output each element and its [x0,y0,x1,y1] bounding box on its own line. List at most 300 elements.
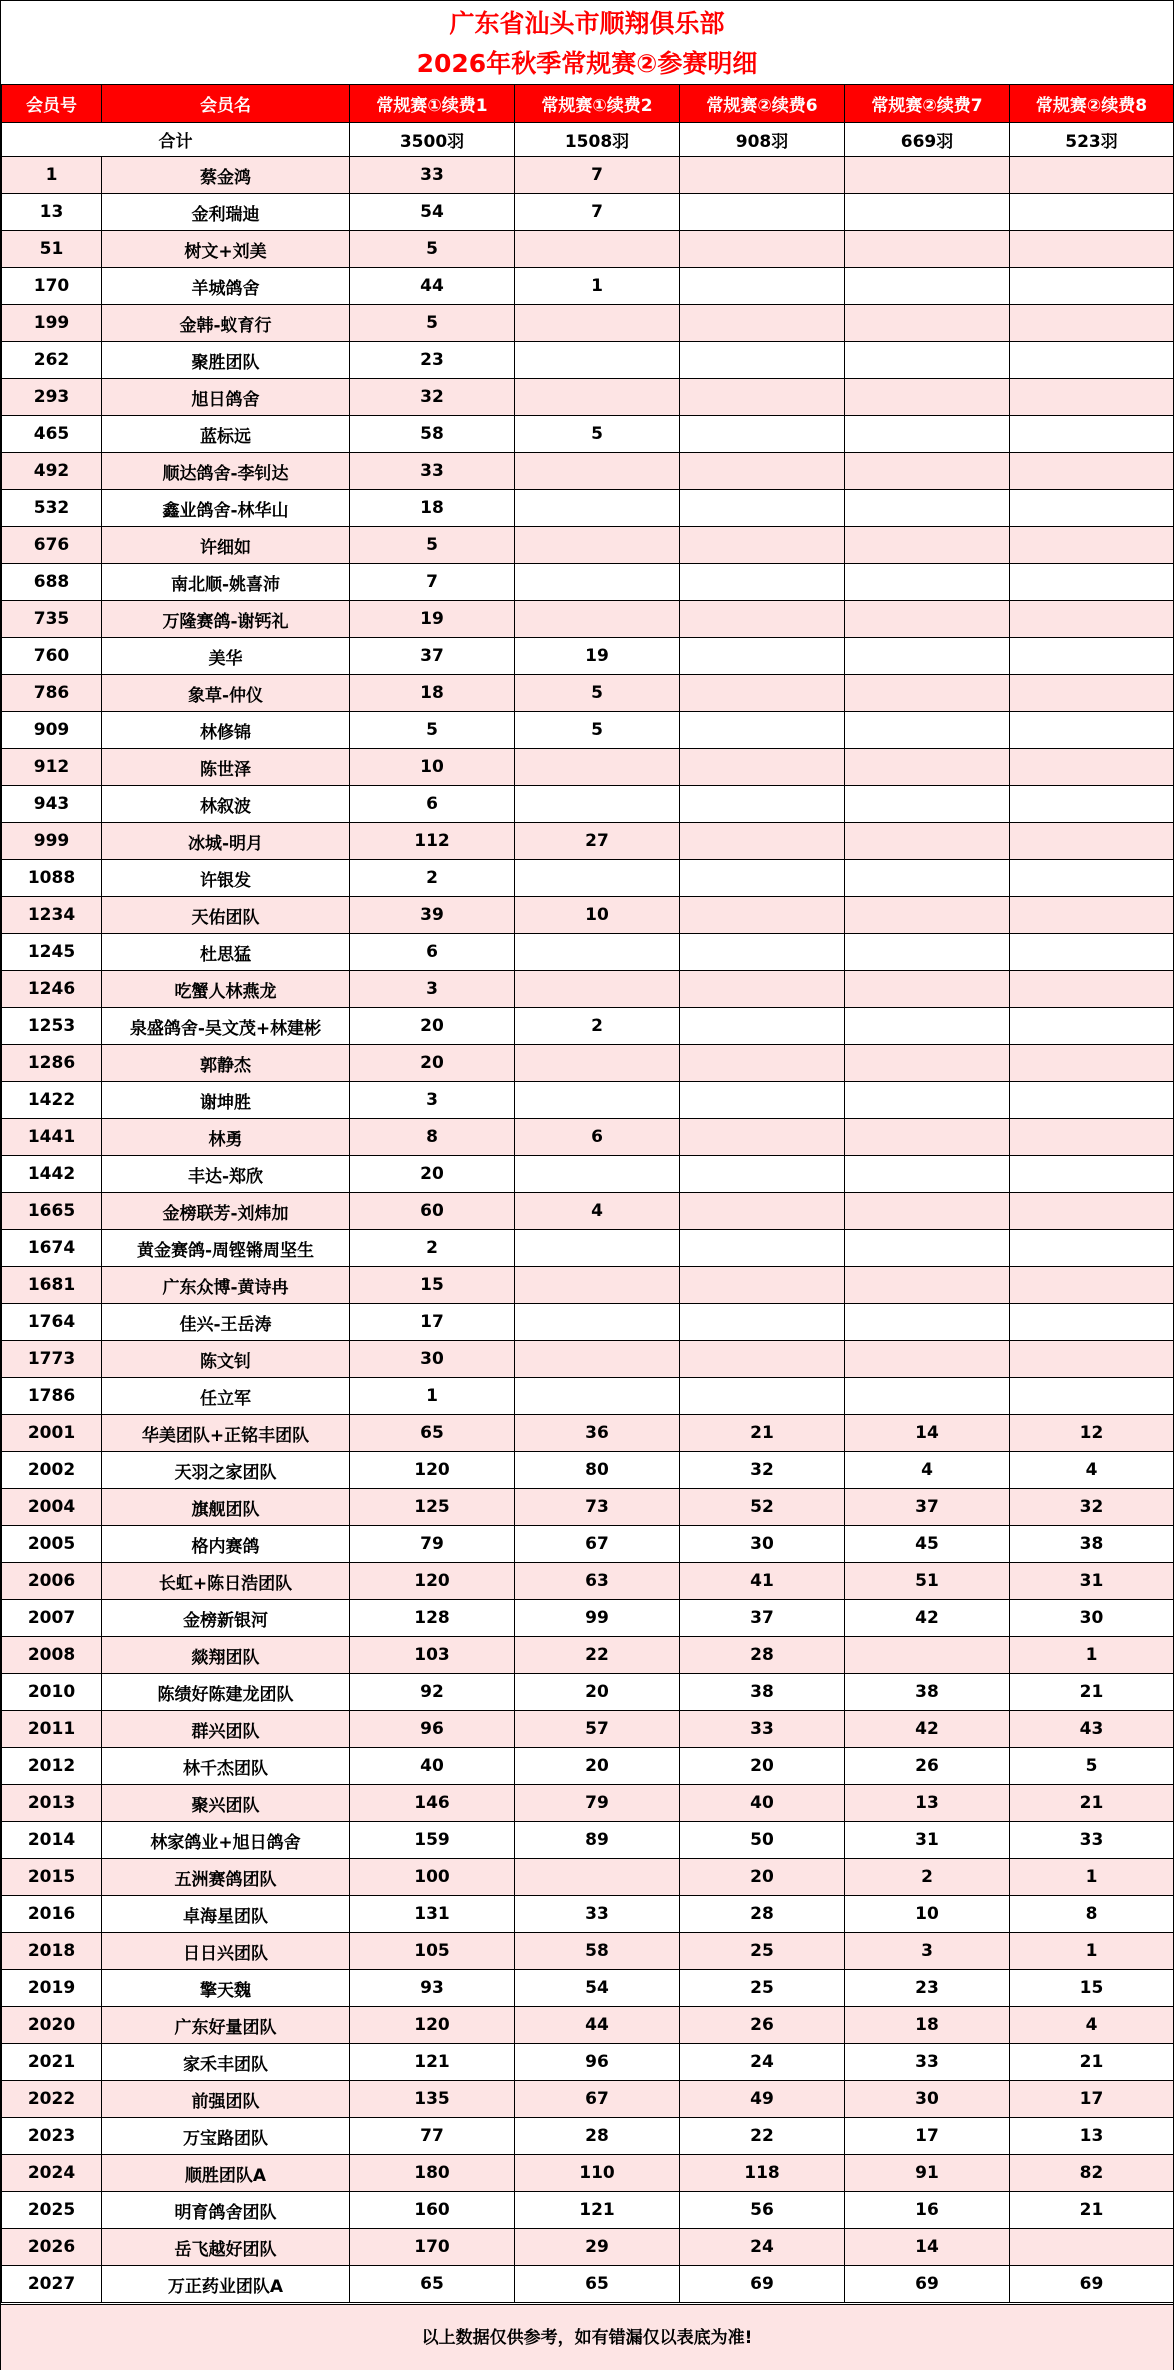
cell-fee-1: 5 [350,305,515,342]
cell-member-name: 金韩-蚁育行 [102,305,350,342]
cell-fee-7 [845,823,1010,860]
cell-fee-7: 31 [845,1822,1010,1859]
cell-fee-8: 31 [1010,1563,1174,1600]
cell-fee-6 [680,786,845,823]
cell-member-id: 51 [2,231,102,268]
cell-member-id: 1253 [2,1008,102,1045]
cell-fee-2 [515,453,680,490]
cell-fee-1: 6 [350,786,515,823]
cell-fee-6 [680,749,845,786]
cell-member-id: 786 [2,675,102,712]
cell-fee-2 [515,231,680,268]
table-row [2,1119,1174,1156]
cell-fee-7 [845,342,1010,379]
table-row [2,231,1174,268]
cell-fee-7 [845,1637,1010,1674]
table-row [2,1859,1174,1896]
cell-member-id: 1665 [2,1193,102,1230]
cell-fee-2 [515,1859,680,1896]
cell-fee-6 [680,1341,845,1378]
cell-fee-2: 54 [515,1970,680,2007]
cell-member-name: 天佑团队 [102,897,350,934]
cell-member-id: 1422 [2,1082,102,1119]
cell-fee-6 [680,712,845,749]
cell-fee-7 [845,1119,1010,1156]
cell-fee-6 [680,453,845,490]
cell-fee-6: 20 [680,1748,845,1785]
cell-fee-6 [680,1119,845,1156]
cell-fee-2 [515,1045,680,1082]
cell-fee-1: 103 [350,1637,515,1674]
cell-fee-2 [515,786,680,823]
cell-member-name: 冰城-明月 [102,823,350,860]
cell-fee-6 [680,1267,845,1304]
cell-member-name: 华美团队+正铭丰团队 [102,1415,350,1452]
cell-member-name: 许银发 [102,860,350,897]
cell-fee-8: 82 [1010,2155,1174,2192]
cell-fee-7 [845,1045,1010,1082]
table-row [2,1341,1174,1378]
cell-member-name: 林千杰团队 [102,1748,350,1785]
cell-member-name: 林修锦 [102,712,350,749]
table-row [2,1045,1174,1082]
cell-fee-8: 5 [1010,1748,1174,1785]
cell-fee-6 [680,1156,845,1193]
event-title: 2026年秋季常规赛②参赛明细 [416,49,758,78]
cell-member-id: 1773 [2,1341,102,1378]
cell-fee-8 [1010,934,1174,971]
cell-member-id: 1246 [2,971,102,1008]
header-member-name: 会员名 [102,85,350,123]
cell-fee-8 [1010,564,1174,601]
cell-fee-7: 17 [845,2118,1010,2155]
cell-fee-8 [1010,490,1174,527]
cell-fee-8: 43 [1010,1711,1174,1748]
table-row [2,194,1174,231]
cell-fee-7: 69 [845,2266,1010,2303]
cell-fee-1: 33 [350,453,515,490]
cell-member-name: 谢坤胜 [102,1082,350,1119]
cell-member-name: 林勇 [102,1119,350,1156]
cell-fee-2: 27 [515,823,680,860]
cell-fee-7 [845,860,1010,897]
cell-fee-6 [680,231,845,268]
cell-fee-8 [1010,675,1174,712]
total-row [2,123,1174,157]
cell-fee-1: 5 [350,712,515,749]
cell-fee-1: 18 [350,675,515,712]
cell-fee-7: 14 [845,1415,1010,1452]
cell-fee-2 [515,971,680,1008]
cell-fee-2: 121 [515,2192,680,2229]
cell-fee-1: 100 [350,1859,515,1896]
cell-fee-8: 4 [1010,2007,1174,2044]
cell-member-name: 五洲赛鸽团队 [102,1859,350,1896]
cell-fee-6 [680,1304,845,1341]
cell-member-name: 万宝路团队 [102,2118,350,2155]
cell-member-id: 2005 [2,1526,102,1563]
cell-fee-1: 120 [350,1452,515,1489]
cell-fee-8 [1010,638,1174,675]
cell-fee-8: 21 [1010,1785,1174,1822]
table-row [2,786,1174,823]
cell-member-id: 2027 [2,2266,102,2303]
cell-member-name: 家禾丰团队 [102,2044,350,2081]
cell-member-name: 陈世泽 [102,749,350,786]
cell-fee-8 [1010,860,1174,897]
cell-fee-8 [1010,1193,1174,1230]
cell-member-id: 2024 [2,2155,102,2192]
cell-fee-2: 99 [515,1600,680,1637]
cell-fee-2: 19 [515,638,680,675]
cell-member-name: 万正药业团队A [102,2266,350,2303]
cell-fee-1: 32 [350,379,515,416]
cell-fee-1: 159 [350,1822,515,1859]
table-row [2,2007,1174,2044]
cell-member-name: 羊城鸽舍 [102,268,350,305]
cell-fee-7 [845,1341,1010,1378]
cell-fee-6 [680,601,845,638]
cell-member-name: 丰达-郑欣 [102,1156,350,1193]
cell-member-id: 1286 [2,1045,102,1082]
cell-fee-1: 96 [350,1711,515,1748]
cell-fee-8 [1010,712,1174,749]
cell-fee-6: 49 [680,2081,845,2118]
cell-member-name: 燚翔团队 [102,1637,350,1674]
cell-fee-2 [515,379,680,416]
cell-fee-2 [515,1304,680,1341]
cell-fee-8 [1010,1304,1174,1341]
table-row [2,564,1174,601]
cell-fee-8 [1010,1119,1174,1156]
cell-fee-8: 1 [1010,1933,1174,1970]
cell-fee-7 [845,675,1010,712]
cell-fee-8 [1010,527,1174,564]
cell-fee-7: 3 [845,1933,1010,1970]
cell-fee-8 [1010,1082,1174,1119]
cell-member-name: 陈绩好陈建龙团队 [102,1674,350,1711]
cell-fee-6: 40 [680,1785,845,1822]
cell-fee-8: 21 [1010,1674,1174,1711]
cell-fee-7: 42 [845,1600,1010,1637]
table-row [2,2155,1174,2192]
cell-fee-7 [845,1082,1010,1119]
cell-fee-1: 10 [350,749,515,786]
cell-member-id: 1441 [2,1119,102,1156]
cell-fee-7: 42 [845,1711,1010,1748]
total-fee-7: 669羽 [845,123,1010,157]
cell-member-name: 杜思猛 [102,934,350,971]
cell-fee-1: 1 [350,1378,515,1415]
cell-member-id: 199 [2,305,102,342]
cell-fee-1: 54 [350,194,515,231]
cell-fee-8 [1010,1267,1174,1304]
cell-fee-7: 10 [845,1896,1010,1933]
cell-member-name: 旗舰团队 [102,1489,350,1526]
cell-fee-6 [680,194,845,231]
cell-member-id: 2023 [2,2118,102,2155]
cell-member-name: 万隆赛鸽-谢钙礼 [102,601,350,638]
cell-fee-2 [515,564,680,601]
cell-fee-6: 22 [680,2118,845,2155]
table-row [2,1748,1174,1785]
cell-fee-1: 20 [350,1045,515,1082]
cell-member-id: 1088 [2,860,102,897]
cell-member-id: 2021 [2,2044,102,2081]
table-row [2,1637,1174,1674]
cell-fee-7 [845,379,1010,416]
cell-fee-7: 26 [845,1748,1010,1785]
cell-fee-1: 58 [350,416,515,453]
cell-member-id: 2010 [2,1674,102,1711]
cell-member-name: 群兴团队 [102,1711,350,1748]
total-label: 合计 [2,123,350,157]
cell-member-id: 293 [2,379,102,416]
cell-fee-6 [680,934,845,971]
cell-member-id: 2002 [2,1452,102,1489]
cell-fee-1: 2 [350,860,515,897]
cell-fee-7 [845,1230,1010,1267]
cell-fee-2: 5 [515,416,680,453]
cell-fee-1: 93 [350,1970,515,2007]
cell-fee-2: 65 [515,2266,680,2303]
cell-member-id: 1 [2,157,102,194]
cell-member-name: 泉盛鸽舍-吴文茂+林建彬 [102,1008,350,1045]
table-row [2,712,1174,749]
cell-fee-2 [515,1230,680,1267]
cell-fee-1: 30 [350,1341,515,1378]
cell-fee-8 [1010,305,1174,342]
table-row [2,1378,1174,1415]
cell-fee-8 [1010,601,1174,638]
cell-fee-2: 22 [515,1637,680,1674]
cell-fee-2 [515,749,680,786]
cell-fee-6: 32 [680,1452,845,1489]
table-row [2,823,1174,860]
cell-fee-1: 60 [350,1193,515,1230]
cell-fee-7 [845,1267,1010,1304]
cell-fee-6 [680,1230,845,1267]
cell-member-name: 任立军 [102,1378,350,1415]
cell-fee-7 [845,638,1010,675]
table-row [2,1230,1174,1267]
cell-member-name: 前强团队 [102,2081,350,2118]
cell-fee-1: 65 [350,2266,515,2303]
table-row [2,1526,1174,1563]
cell-fee-2: 73 [515,1489,680,1526]
total-fee-6: 908羽 [680,123,845,157]
cell-member-id: 2001 [2,1415,102,1452]
cell-fee-8 [1010,971,1174,1008]
table-row [2,2081,1174,2118]
cell-fee-6: 37 [680,1600,845,1637]
cell-fee-7 [845,934,1010,971]
cell-fee-1: 44 [350,268,515,305]
table-row [2,638,1174,675]
cell-member-id: 262 [2,342,102,379]
cell-fee-1: 77 [350,2118,515,2155]
cell-member-id: 1674 [2,1230,102,1267]
cell-member-name: 旭日鸽舍 [102,379,350,416]
cell-fee-1: 18 [350,490,515,527]
cell-member-name: 天羽之家团队 [102,1452,350,1489]
table-row [2,1970,1174,2007]
cell-member-id: 2025 [2,2192,102,2229]
cell-member-id: 170 [2,268,102,305]
cell-member-id: 1245 [2,934,102,971]
table-row [2,1674,1174,1711]
cell-member-id: 532 [2,490,102,527]
cell-fee-7: 33 [845,2044,1010,2081]
cell-member-name: 许细如 [102,527,350,564]
cell-fee-6 [680,1378,845,1415]
cell-member-id: 735 [2,601,102,638]
cell-fee-1: 8 [350,1119,515,1156]
table-row [2,675,1174,712]
cell-fee-6 [680,638,845,675]
table-row [2,416,1174,453]
cell-fee-7: 23 [845,1970,1010,2007]
cell-fee-2: 2 [515,1008,680,1045]
cell-fee-7: 13 [845,1785,1010,1822]
cell-fee-2: 63 [515,1563,680,1600]
cell-fee-6: 20 [680,1859,845,1896]
cell-member-id: 2020 [2,2007,102,2044]
cell-fee-8 [1010,268,1174,305]
cell-fee-6 [680,268,845,305]
table-row [2,1933,1174,1970]
cell-fee-6: 52 [680,1489,845,1526]
cell-fee-1: 19 [350,601,515,638]
total-fee-8: 523羽 [1010,123,1174,157]
cell-fee-1: 20 [350,1156,515,1193]
table-row [2,2044,1174,2081]
cell-member-id: 2015 [2,1859,102,1896]
cell-fee-2: 79 [515,1785,680,1822]
cell-fee-7: 2 [845,1859,1010,1896]
cell-fee-7 [845,453,1010,490]
cell-fee-2: 28 [515,2118,680,2155]
table-row [2,1415,1174,1452]
cell-fee-1: 125 [350,1489,515,1526]
cell-fee-8 [1010,1156,1174,1193]
cell-fee-7 [845,564,1010,601]
cell-member-id: 2016 [2,1896,102,1933]
cell-fee-6 [680,564,845,601]
cell-fee-1: 2 [350,1230,515,1267]
cell-member-id: 909 [2,712,102,749]
cell-member-name: 象草-仲仪 [102,675,350,712]
cell-fee-2 [515,601,680,638]
cell-fee-7 [845,1008,1010,1045]
cell-member-name: 蓝标远 [102,416,350,453]
cell-member-name: 长虹+陈日浩团队 [102,1563,350,1600]
cell-fee-2 [515,1156,680,1193]
header-fee-1: 常规赛①续费1 [350,85,515,123]
cell-fee-8 [1010,231,1174,268]
cell-fee-2: 67 [515,1526,680,1563]
cell-member-id: 1234 [2,897,102,934]
cell-member-name: 美华 [102,638,350,675]
cell-fee-6: 33 [680,1711,845,1748]
cell-fee-2 [515,305,680,342]
cell-fee-2: 58 [515,1933,680,1970]
cell-fee-6: 50 [680,1822,845,1859]
cell-fee-7 [845,231,1010,268]
cell-fee-2 [515,1082,680,1119]
cell-fee-1: 37 [350,638,515,675]
table-row [2,1711,1174,1748]
cell-member-name: 广东众博-黄诗冉 [102,1267,350,1304]
cell-fee-2: 6 [515,1119,680,1156]
cell-fee-2: 4 [515,1193,680,1230]
cell-fee-2: 57 [515,1711,680,1748]
header-fee-6: 常规赛②续费6 [680,85,845,123]
cell-fee-6 [680,860,845,897]
cell-fee-1: 6 [350,934,515,971]
cell-fee-2: 20 [515,1748,680,1785]
cell-fee-2: 33 [515,1896,680,1933]
cell-member-id: 2007 [2,1600,102,1637]
cell-fee-6: 28 [680,1896,845,1933]
table-row [2,527,1174,564]
cell-fee-7: 37 [845,1489,1010,1526]
cell-fee-7: 51 [845,1563,1010,1600]
cell-fee-2: 1 [515,268,680,305]
cell-fee-2: 89 [515,1822,680,1859]
cell-fee-7 [845,490,1010,527]
table-row [2,1452,1174,1489]
cell-member-name: 明育鸽舍团队 [102,2192,350,2229]
cell-member-id: 676 [2,527,102,564]
table-row [2,749,1174,786]
cell-member-id: 943 [2,786,102,823]
header-fee-8: 常规赛②续费8 [1010,85,1174,123]
cell-fee-2: 36 [515,1415,680,1452]
cell-fee-6 [680,971,845,1008]
cell-fee-8 [1010,897,1174,934]
table-row [2,453,1174,490]
cell-fee-7 [845,712,1010,749]
cell-fee-1: 120 [350,2007,515,2044]
cell-fee-1: 3 [350,971,515,1008]
cell-member-name: 聚兴团队 [102,1785,350,1822]
cell-fee-8: 32 [1010,1489,1174,1526]
cell-fee-6: 24 [680,2229,845,2266]
cell-fee-7 [845,416,1010,453]
cell-fee-2 [515,934,680,971]
cell-fee-1: 131 [350,1896,515,1933]
cell-member-id: 2012 [2,1748,102,1785]
cell-member-id: 912 [2,749,102,786]
cell-member-name: 林家鸽业+旭日鸽舍 [102,1822,350,1859]
cell-fee-8: 12 [1010,1415,1174,1452]
cell-fee-1: 105 [350,1933,515,1970]
cell-member-name: 聚胜团队 [102,342,350,379]
cell-fee-2: 96 [515,2044,680,2081]
cell-fee-1: 33 [350,157,515,194]
cell-fee-6 [680,416,845,453]
cell-fee-2 [515,342,680,379]
header-fee-7: 常规赛②续费7 [845,85,1010,123]
cell-member-name: 岳飞越好团队 [102,2229,350,2266]
cell-fee-1: 23 [350,342,515,379]
cell-fee-1: 5 [350,231,515,268]
cell-member-id: 999 [2,823,102,860]
cell-fee-1: 92 [350,1674,515,1711]
cell-member-id: 2004 [2,1489,102,1526]
cell-fee-8 [1010,1045,1174,1082]
